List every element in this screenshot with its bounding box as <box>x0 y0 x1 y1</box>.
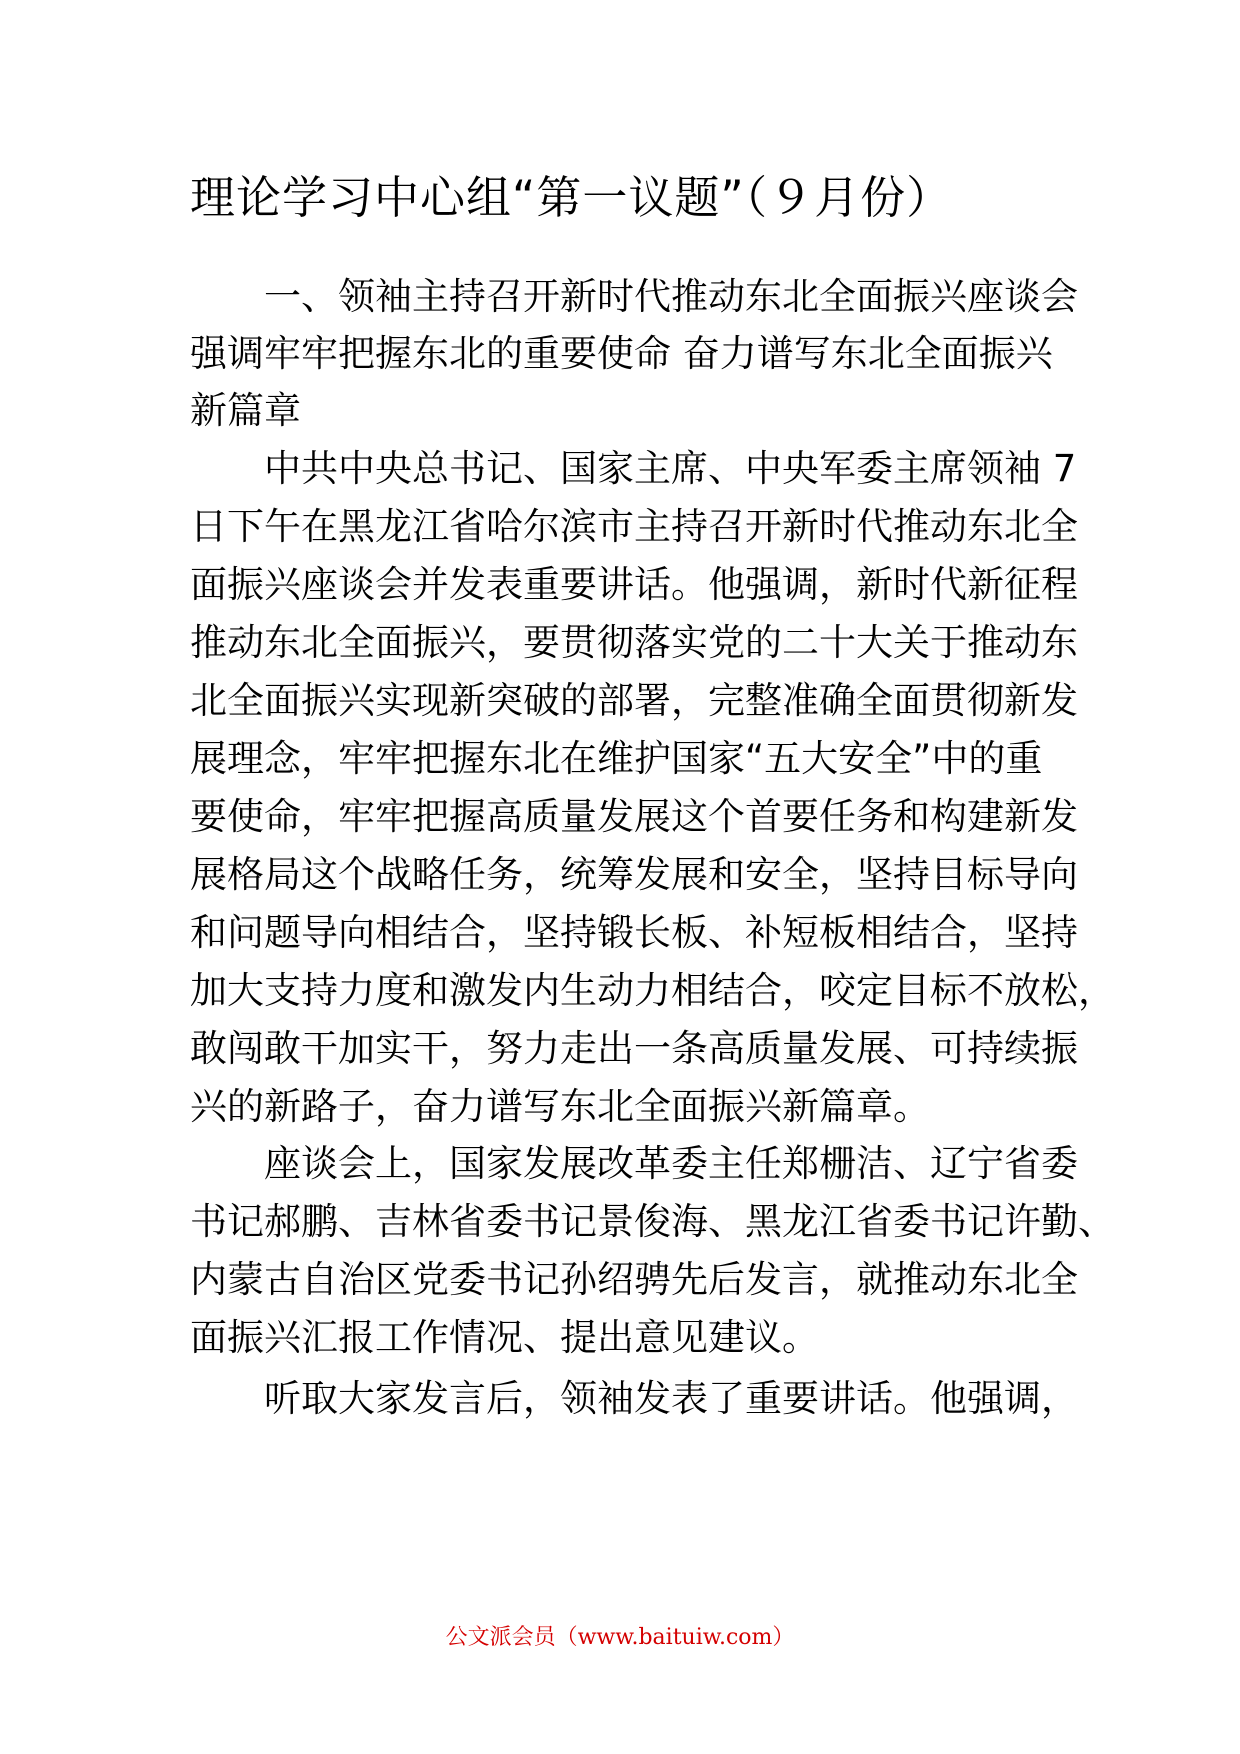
heading-line: 新篇章 <box>190 389 301 432</box>
paragraph-line: 和问题导向相结合，坚持锻长板、补短板相结合，坚持 <box>190 911 1078 954</box>
paragraph-line: 中共中央总书记、国家主席、中央军委主席领袖 7 <box>264 447 1077 490</box>
paragraph-line: 要使命，牢牢把握高质量发展这个首要任务和构建新发 <box>190 795 1078 838</box>
paragraph-line: 敢闯敢干加实干，努力走出一条高质量发展、可持续振 <box>190 1027 1078 1070</box>
paragraph-line: 兴的新路子，奋力谱写东北全面振兴新篇章。 <box>190 1085 930 1128</box>
paragraph-line: 展理念，牢牢把握东北在维护国家“五大安全”中的重 <box>190 737 1043 780</box>
paragraph-line: 听取大家发言后，领袖发表了重要讲话。他强调， <box>264 1377 1078 1420</box>
page-title: 理论学习中心组“第一议题”（９月份） <box>190 171 953 224</box>
paragraph-line: 书记郝鹏、吉林省委书记景俊海、黑龙江省委书记许勤、 <box>190 1200 1115 1243</box>
paragraph-line: 面振兴汇报工作情况、提出意见建议。 <box>190 1316 819 1359</box>
paragraph-line: 推动东北全面振兴，要贯彻落实党的二十大关于推动东 <box>190 621 1078 664</box>
heading-line: 强调牢牢把握东北的重要使命 奋力谱写东北全面振兴 <box>190 332 1053 375</box>
paragraph-2 <box>190 1131 1115 1370</box>
footer-watermark: 公文派会员（www.baituiw.com） <box>445 1625 795 1650</box>
section-heading <box>190 264 1078 443</box>
paragraph-1 <box>190 436 1115 1139</box>
paragraph-line: 内蒙古自治区党委书记孙绍骋先后发言，就推动东北全 <box>190 1258 1078 1301</box>
paragraph-line: 展格局这个战略任务，统筹发展和安全，坚持目标导向 <box>190 853 1078 896</box>
paragraph-3 <box>190 1366 1078 1431</box>
paragraph-line: 座谈会上，国家发展改革委主任郑栅洁、辽宁省委 <box>264 1142 1078 1185</box>
heading-line: 一、领袖主持召开新时代推动东北全面振兴座谈会 <box>264 275 1078 318</box>
paragraph-line: 北全面振兴实现新突破的部署，完整准确全面贯彻新发 <box>190 679 1078 722</box>
paragraph-line: 面振兴座谈会并发表重要讲话。他强调，新时代新征程 <box>190 563 1078 606</box>
paragraph-line: 日下午在黑龙江省哈尔滨市主持召开新时代推动东北全 <box>190 505 1078 548</box>
paragraph-line: 加大支持力度和激发内生动力相结合，咬定目标不放松， <box>190 969 1115 1012</box>
